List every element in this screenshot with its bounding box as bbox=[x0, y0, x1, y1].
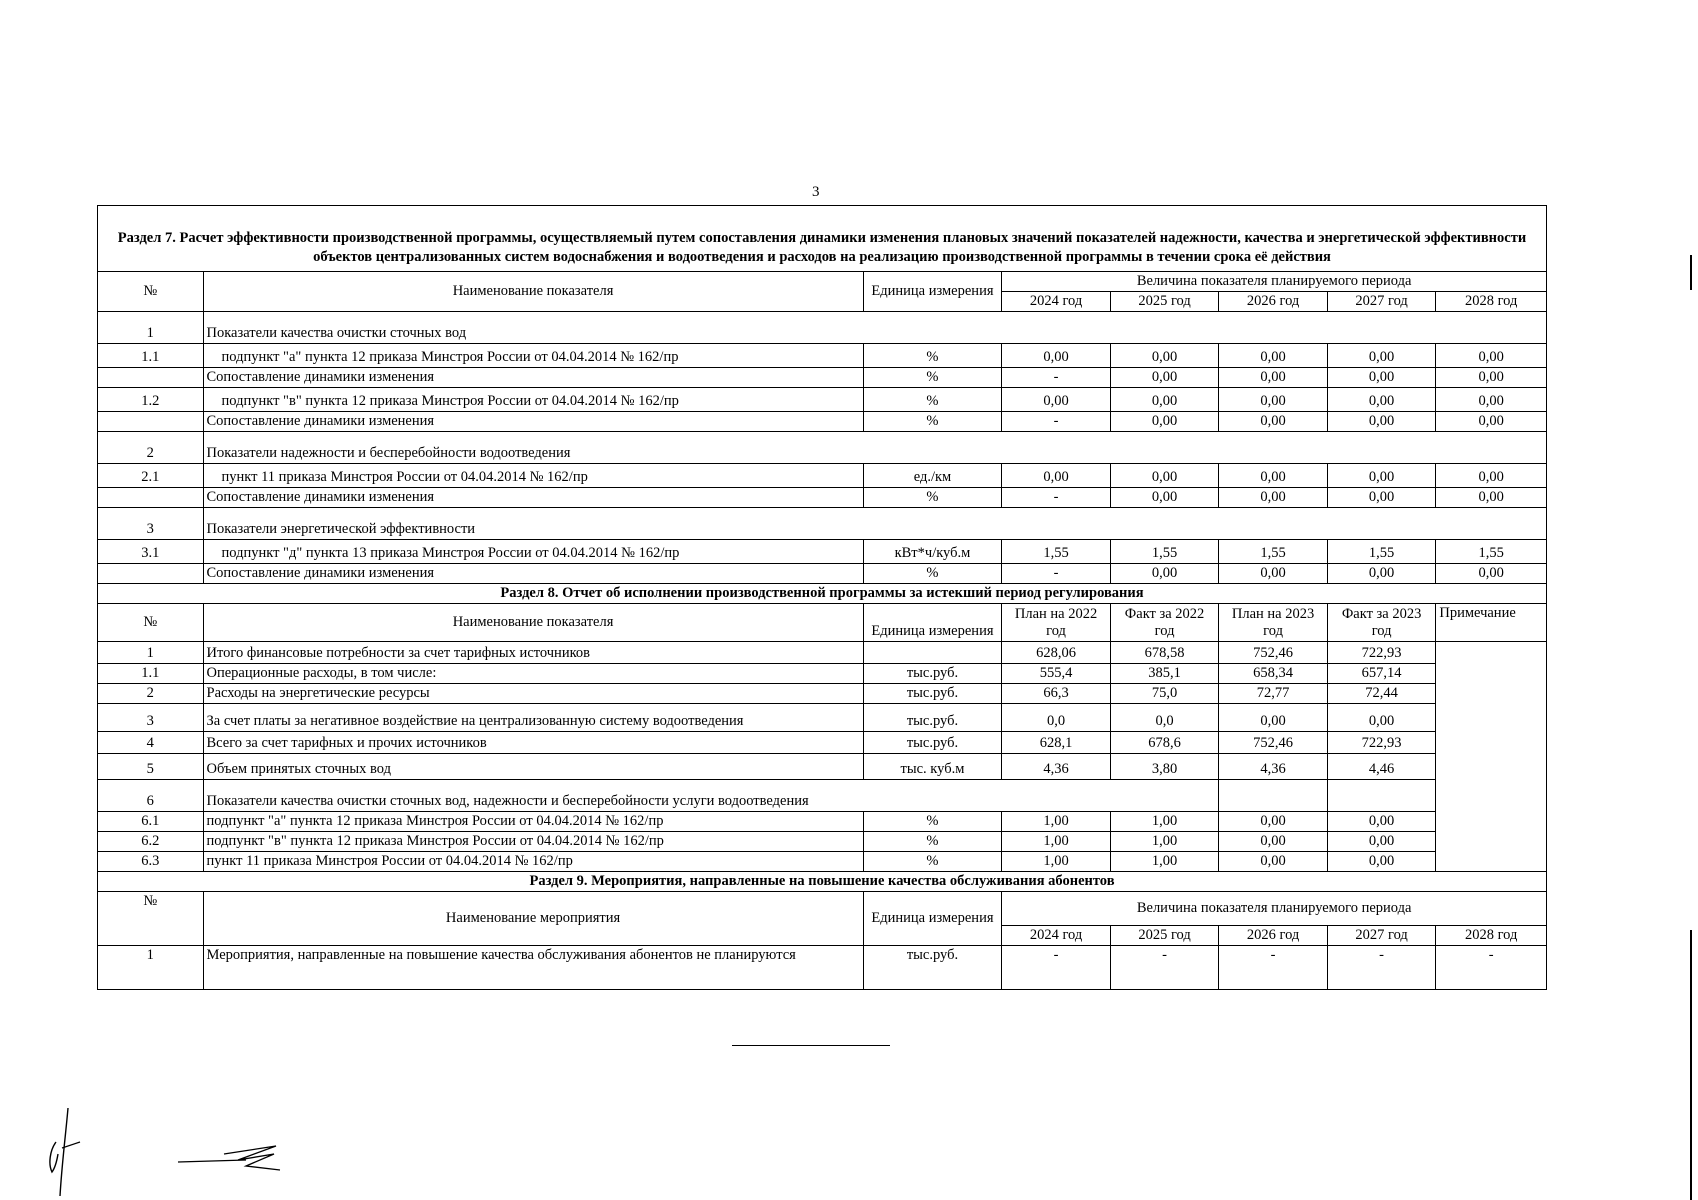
year-header: 2027 год bbox=[1327, 292, 1436, 312]
value-cell: 1,00 bbox=[1110, 852, 1219, 872]
value-cell: 0,00 bbox=[1110, 464, 1219, 488]
sec7-row bbox=[98, 312, 1547, 344]
row-number: 6 bbox=[98, 780, 204, 812]
value-cell: 385,1 bbox=[1110, 664, 1219, 684]
value-cell bbox=[1327, 780, 1436, 812]
unit: % bbox=[863, 832, 1002, 852]
value-cell: 0,00 bbox=[1436, 412, 1547, 432]
year-header: 2026 год bbox=[1219, 926, 1328, 946]
sec8-row bbox=[98, 780, 1547, 812]
indicator-name: подпункт "а" пункта 12 приказа Минстроя России от 04.04.2014 № 162/пр bbox=[203, 812, 863, 832]
sec7-row bbox=[98, 432, 1547, 464]
sec8-header-no: № bbox=[98, 604, 204, 642]
sec7-row bbox=[98, 344, 1547, 368]
year-header: 2026 год bbox=[1219, 292, 1328, 312]
sec7-row bbox=[98, 540, 1547, 564]
value-cell: - bbox=[1219, 946, 1328, 990]
scan-edge-mark bbox=[1690, 255, 1692, 290]
unit: % bbox=[863, 344, 1002, 368]
value-cell: 0,00 bbox=[1219, 344, 1328, 368]
sec7-row bbox=[98, 508, 1547, 540]
value-cell: 0,00 bbox=[1327, 488, 1436, 508]
sec7-header-no: № bbox=[98, 272, 204, 312]
value-cell: 0,0 bbox=[1002, 704, 1111, 732]
value-cell: 4,36 bbox=[1219, 754, 1328, 780]
row-number: 1.1 bbox=[98, 664, 204, 684]
sec8-row bbox=[98, 684, 1547, 704]
section-7-title: Раздел 7. Расчет эффективности производственной программы, осуществляемый путем сопоставления динамики изменения плановых значений показателей надежности, качества и энергетической эффективности объектов централизованных систем водоснабжения и водоотведения и расходов на реализацию производственной программы в течении срока её действия bbox=[98, 206, 1547, 272]
unit: тыс.руб. bbox=[863, 732, 1002, 754]
section-8-title: Раздел 8. Отчет об исполнении производственной программы за истекший период регулирования bbox=[98, 584, 1547, 604]
group-name: Показатели качества очистки сточных вод bbox=[203, 312, 1547, 344]
sec9-row bbox=[98, 946, 1547, 990]
unit bbox=[863, 642, 1002, 664]
row-number: 3 bbox=[98, 508, 204, 540]
unit: тыс.руб. bbox=[863, 946, 1002, 990]
sec7-header-name: Наименование показателя bbox=[203, 272, 863, 312]
table-body bbox=[98, 206, 1547, 990]
sec7-row bbox=[98, 388, 1547, 412]
value-cell: 0,00 bbox=[1327, 344, 1436, 368]
indicator-name: Операционные расходы, в том числе: bbox=[203, 664, 863, 684]
value-cell: 0,00 bbox=[1327, 464, 1436, 488]
unit: % bbox=[863, 852, 1002, 872]
value-cell: 0,00 bbox=[1219, 812, 1328, 832]
value-cell: 0,00 bbox=[1327, 412, 1436, 432]
value-cell: 0,00 bbox=[1327, 832, 1436, 852]
value-cell: 0,0 bbox=[1110, 704, 1219, 732]
section-9-title: Раздел 9. Мероприятия, направленные на повышение качества обслуживания абонентов bbox=[98, 872, 1547, 892]
row-number: 1 bbox=[98, 312, 204, 344]
value-cell: 722,93 bbox=[1327, 732, 1436, 754]
value-cell: 72,77 bbox=[1219, 684, 1328, 704]
value-cell: 658,34 bbox=[1219, 664, 1328, 684]
value-cell: 1,00 bbox=[1110, 812, 1219, 832]
sec8-row bbox=[98, 704, 1547, 732]
indicator-name: Сопоставление динамики изменения bbox=[203, 412, 863, 432]
note-cell bbox=[1436, 642, 1547, 872]
value-cell: 1,00 bbox=[1002, 832, 1111, 852]
value-cell: 0,00 bbox=[1327, 704, 1436, 732]
value-cell: 1,55 bbox=[1110, 540, 1219, 564]
sec8-header-unit: Единица измерения bbox=[863, 604, 1002, 642]
value-cell: 0,00 bbox=[1436, 388, 1547, 412]
unit: тыс.руб. bbox=[863, 664, 1002, 684]
group-name: Показатели энергетической эффективности bbox=[203, 508, 1547, 540]
row-number: 3.1 bbox=[98, 540, 204, 564]
value-cell: 72,44 bbox=[1327, 684, 1436, 704]
value-cell: 0,00 bbox=[1002, 388, 1111, 412]
row-number: 6.2 bbox=[98, 832, 204, 852]
value-cell: 0,00 bbox=[1110, 488, 1219, 508]
document-table-container bbox=[97, 205, 1547, 990]
unit: % bbox=[863, 368, 1002, 388]
indicator-name: Всего за счет тарифных и прочих источников bbox=[203, 732, 863, 754]
signature bbox=[176, 1140, 286, 1176]
row-number: 2 bbox=[98, 432, 204, 464]
indicator-name: пункт 11 приказа Минстроя России от 04.04.2014 № 162/пр bbox=[203, 464, 863, 488]
unit: % bbox=[863, 812, 1002, 832]
value-cell: 678,6 bbox=[1110, 732, 1219, 754]
value-cell: 0,00 bbox=[1110, 412, 1219, 432]
unit: тыс. куб.м bbox=[863, 754, 1002, 780]
value-cell: 1,55 bbox=[1436, 540, 1547, 564]
value-cell bbox=[1219, 780, 1328, 812]
value-cell: 0,00 bbox=[1436, 368, 1547, 388]
year-header: 2025 год bbox=[1110, 926, 1219, 946]
value-cell: 555,4 bbox=[1002, 664, 1111, 684]
sec7-row bbox=[98, 488, 1547, 508]
unit: % bbox=[863, 488, 1002, 508]
sec8-row bbox=[98, 832, 1547, 852]
year-header: 2024 год bbox=[1002, 926, 1111, 946]
sec8-header-col: План на 2022 год bbox=[1002, 604, 1111, 642]
row-number: 6.1 bbox=[98, 812, 204, 832]
value-cell: 0,00 bbox=[1219, 564, 1328, 584]
value-cell: 0,00 bbox=[1110, 564, 1219, 584]
sec8-row bbox=[98, 852, 1547, 872]
sec8-row bbox=[98, 642, 1547, 664]
value-cell: 1,55 bbox=[1219, 540, 1328, 564]
unit: % bbox=[863, 388, 1002, 412]
indicator-name: Сопоставление динамики изменения bbox=[203, 368, 863, 388]
value-cell: - bbox=[1436, 946, 1547, 990]
year-header: 2027 год bbox=[1327, 926, 1436, 946]
value-cell: - bbox=[1110, 946, 1219, 990]
year-header: 2025 год bbox=[1110, 292, 1219, 312]
unit: ед./км bbox=[863, 464, 1002, 488]
sec8-row bbox=[98, 732, 1547, 754]
value-cell: 0,00 bbox=[1219, 832, 1328, 852]
value-cell: 0,00 bbox=[1327, 564, 1436, 584]
year-header: 2028 год bbox=[1436, 292, 1547, 312]
sec9-header-name: Наименование мероприятия bbox=[203, 892, 863, 946]
indicator-name: подпункт "в" пункта 12 приказа Минстроя России от 04.04.2014 № 162/пр bbox=[203, 832, 863, 852]
value-cell: - bbox=[1002, 946, 1111, 990]
value-cell: 752,46 bbox=[1219, 642, 1328, 664]
value-cell: 0,00 bbox=[1002, 344, 1111, 368]
value-cell: 0,00 bbox=[1110, 344, 1219, 368]
value-cell: 4,36 bbox=[1002, 754, 1111, 780]
row-number: 1 bbox=[98, 946, 204, 990]
value-cell: 0,00 bbox=[1436, 488, 1547, 508]
indicator-name: подпункт "д" пункта 13 приказа Минстроя России от 04.04.2014 № 162/пр bbox=[203, 540, 863, 564]
sec9-header-no: № bbox=[98, 892, 204, 946]
value-cell: 3,80 bbox=[1110, 754, 1219, 780]
value-cell: 628,1 bbox=[1002, 732, 1111, 754]
unit: % bbox=[863, 412, 1002, 432]
sec9-header-unit: Единица измерения bbox=[863, 892, 1002, 946]
sec8-row bbox=[98, 812, 1547, 832]
value-cell: 1,55 bbox=[1327, 540, 1436, 564]
value-cell: 0,00 bbox=[1327, 852, 1436, 872]
sec8-header-col: Факт за 2022 год bbox=[1110, 604, 1219, 642]
value-cell: 752,46 bbox=[1219, 732, 1328, 754]
row-number: 4 bbox=[98, 732, 204, 754]
value-cell: 1,00 bbox=[1002, 852, 1111, 872]
unit: тыс.руб. bbox=[863, 704, 1002, 732]
value-cell: 0,00 bbox=[1219, 488, 1328, 508]
sec8-row bbox=[98, 754, 1547, 780]
value-cell: 657,14 bbox=[1327, 664, 1436, 684]
year-header: 2024 год bbox=[1002, 292, 1111, 312]
value-cell: 0,00 bbox=[1219, 368, 1328, 388]
value-cell: 0,00 bbox=[1110, 388, 1219, 412]
value-cell: - bbox=[1002, 412, 1111, 432]
value-cell: 0,00 bbox=[1327, 368, 1436, 388]
row-number bbox=[98, 564, 204, 584]
sec8-header-name: Наименование показателя bbox=[203, 604, 863, 642]
indicator-name: Итого финансовые потребности за счет тарифных источников bbox=[203, 642, 863, 664]
sec7-row bbox=[98, 412, 1547, 432]
indicator-name: Объем принятых сточных вод bbox=[203, 754, 863, 780]
indicator-name: Расходы на энергетические ресурсы bbox=[203, 684, 863, 704]
value-cell: 0,00 bbox=[1219, 388, 1328, 412]
group-name: Показатели качества очистки сточных вод, надежности и бесперебойности услуги водоотведения bbox=[203, 780, 1219, 812]
value-cell: - bbox=[1002, 368, 1111, 388]
value-cell: 0,00 bbox=[1219, 704, 1328, 732]
sec8-header-row bbox=[98, 604, 1547, 642]
page-number: 3 bbox=[812, 184, 820, 200]
value-cell: 66,3 bbox=[1002, 684, 1111, 704]
row-number bbox=[98, 368, 204, 388]
row-number: 6.3 bbox=[98, 852, 204, 872]
row-number: 1 bbox=[98, 642, 204, 664]
signature-initials bbox=[42, 1102, 102, 1200]
row-number bbox=[98, 488, 204, 508]
value-cell: 0,00 bbox=[1436, 464, 1547, 488]
row-number: 3 bbox=[98, 704, 204, 732]
sec8-header-note: Примечание bbox=[1436, 604, 1547, 642]
value-cell: - bbox=[1327, 946, 1436, 990]
value-cell: 1,00 bbox=[1002, 812, 1111, 832]
bottom-divider bbox=[732, 1045, 890, 1046]
row-number: 1.1 bbox=[98, 344, 204, 368]
value-cell: 0,00 bbox=[1327, 388, 1436, 412]
sec7-row bbox=[98, 564, 1547, 584]
group-name: Показатели надежности и бесперебойности водоотведения bbox=[203, 432, 1547, 464]
value-cell: - bbox=[1002, 488, 1111, 508]
sec8-header-col: Факт за 2023 год bbox=[1327, 604, 1436, 642]
unit: кВт*ч/куб.м bbox=[863, 540, 1002, 564]
main-table bbox=[97, 205, 1547, 990]
indicator-name: Сопоставление динамики изменения bbox=[203, 488, 863, 508]
sec7-header-value: Величина показателя планируемого периода bbox=[1002, 272, 1547, 292]
indicator-name: подпункт "в" пункта 12 приказа Минстроя России от 04.04.2014 № 162/пр bbox=[203, 388, 863, 412]
value-cell: 0,00 bbox=[1002, 464, 1111, 488]
sec7-row bbox=[98, 464, 1547, 488]
value-cell: 0,00 bbox=[1327, 812, 1436, 832]
sec8-header-col: План на 2023 год bbox=[1219, 604, 1328, 642]
row-number: 2.1 bbox=[98, 464, 204, 488]
sec7-row bbox=[98, 368, 1547, 388]
value-cell: 678,58 bbox=[1110, 642, 1219, 664]
activity-name: Мероприятия, направленные на повышение качества обслуживания абонентов не планируются bbox=[203, 946, 863, 990]
value-cell: 0,00 bbox=[1436, 344, 1547, 368]
indicator-name: пункт 11 приказа Минстроя России от 04.04.2014 № 162/пр bbox=[203, 852, 863, 872]
indicator-name: Сопоставление динамики изменения bbox=[203, 564, 863, 584]
value-cell: 0,00 bbox=[1219, 852, 1328, 872]
value-cell: 722,93 bbox=[1327, 642, 1436, 664]
value-cell: 4,46 bbox=[1327, 754, 1436, 780]
value-cell: 0,00 bbox=[1110, 368, 1219, 388]
row-number bbox=[98, 412, 204, 432]
sec8-row bbox=[98, 664, 1547, 684]
scan-edge-mark bbox=[1690, 930, 1692, 1200]
value-cell: 0,00 bbox=[1219, 412, 1328, 432]
sec9-header-value: Величина показателя планируемого периода bbox=[1002, 892, 1547, 926]
sec9-header-row bbox=[98, 892, 1547, 926]
unit: тыс.руб. bbox=[863, 684, 1002, 704]
value-cell: 1,55 bbox=[1002, 540, 1111, 564]
indicator-name: подпункт "а" пункта 12 приказа Минстроя России от 04.04.2014 № 162/пр bbox=[203, 344, 863, 368]
row-number: 2 bbox=[98, 684, 204, 704]
value-cell: 0,00 bbox=[1219, 464, 1328, 488]
value-cell: 0,00 bbox=[1436, 564, 1547, 584]
row-number: 5 bbox=[98, 754, 204, 780]
sec9-title-row bbox=[98, 872, 1547, 892]
unit: % bbox=[863, 564, 1002, 584]
value-cell: - bbox=[1002, 564, 1111, 584]
row-number: 1.2 bbox=[98, 388, 204, 412]
year-header: 2028 год bbox=[1436, 926, 1547, 946]
sec7-header-unit: Единица измерения bbox=[863, 272, 1002, 312]
value-cell: 1,00 bbox=[1110, 832, 1219, 852]
indicator-name: За счет платы за негативное воздействие на централизованную систему водоотведения bbox=[203, 704, 863, 732]
value-cell: 75,0 bbox=[1110, 684, 1219, 704]
value-cell: 628,06 bbox=[1002, 642, 1111, 664]
sec8-title-row bbox=[98, 584, 1547, 604]
